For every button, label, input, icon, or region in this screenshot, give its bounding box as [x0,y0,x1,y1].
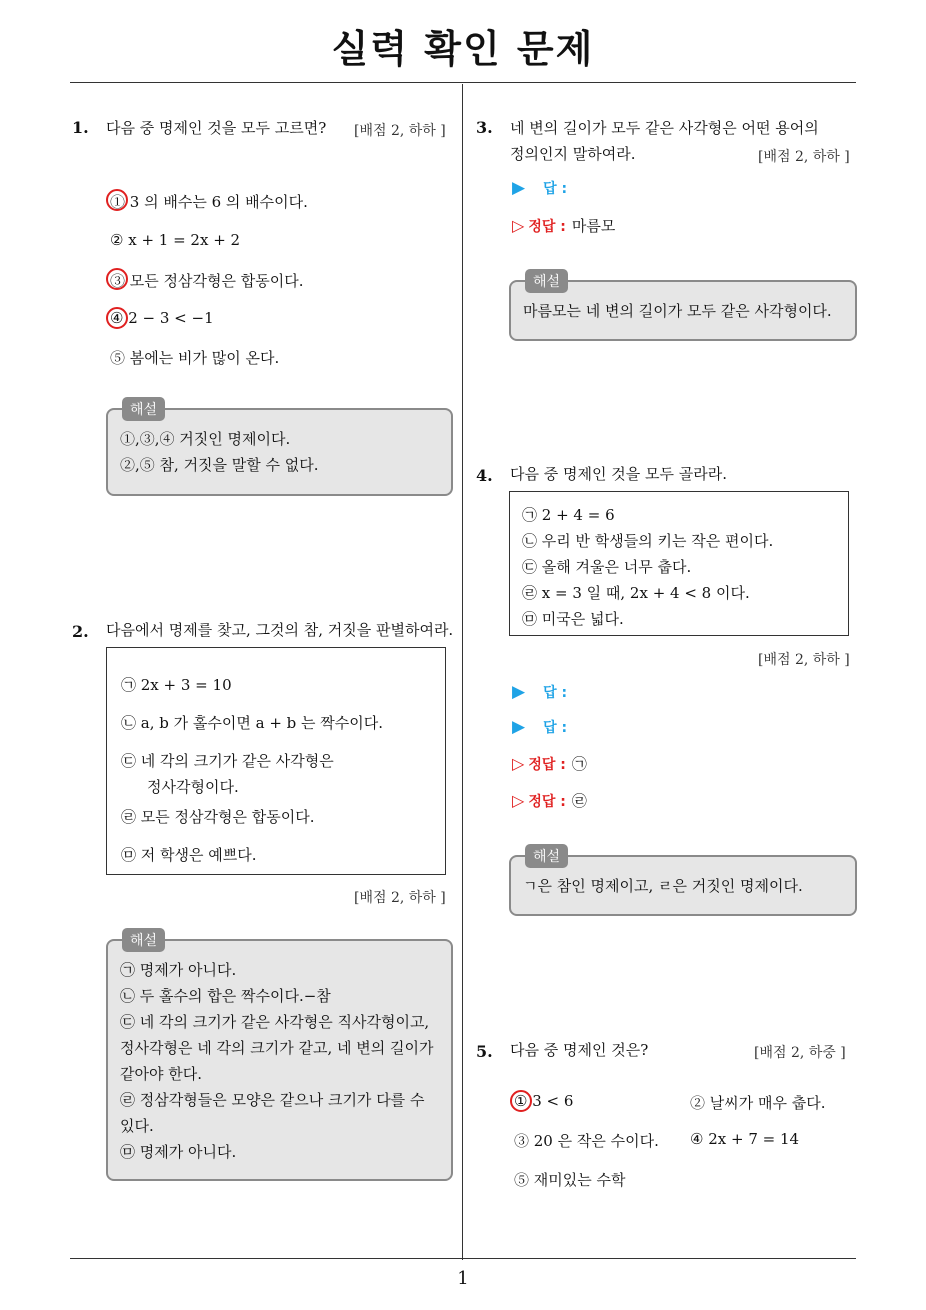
question-number: 4. [476,466,493,485]
play-icon: ▶ [512,178,526,198]
selected-mark [106,189,128,211]
option-5[interactable]: ⑤ 봄에는 비가 많이 온다. [110,349,280,367]
proposition-box [509,491,849,636]
explanation-line: ㉤ 명제가 아니다. [120,1143,237,1161]
option-3[interactable]: ③ 20 은 작은 수이다. [514,1132,659,1150]
proposition-item: ㉠ 2x + 3 = 10 [121,676,232,694]
question-text-line: 네 변의 길이가 모두 같은 사각형은 어떤 용어의 [510,119,819,137]
proposition-item: ㉠ 2 + 4 = 6 [522,506,615,524]
proposition-item: ㉡ a, b 가 홀수이면 a + b 는 짝수이다. [121,714,384,732]
explanation-tag: 해설 [525,269,568,293]
option-1[interactable]: ① 3 < 6 [514,1092,574,1110]
bottom-divider [70,1258,856,1259]
page-number: 1 [457,1268,469,1289]
score-label: [배점 2, 하하 ] [758,149,850,165]
proposition-item: ㉡ 우리 반 학생들의 키는 작은 편이다. [522,532,774,550]
proposition-item: ㉢ 네 각의 크기가 같은 사각형은 [121,752,334,770]
correct-label: 정답 : [528,219,566,235]
explanation-box [509,849,857,916]
outline-triangle-icon: ▷ [512,791,525,810]
explanation-tag: 해설 [122,928,165,952]
question-number: 3. [476,118,493,137]
score-label: [배점 2, 하하 ] [758,652,850,668]
question-number: 5. [476,1042,493,1061]
correct-answer-row [512,790,587,811]
explanation-line: ㉣ 정삼각형들은 모양은 같으나 크기가 다를 수 [120,1091,425,1109]
correct-answer-row [512,753,587,774]
explanation-line: ㉢ 네 각의 크기가 같은 사각형은 직사각형이고, [120,1013,430,1031]
explanation-tag: 해설 [525,844,568,868]
explanation-line: 있다. [120,1117,154,1135]
answer-row[interactable] [512,682,567,702]
explanation-line: ㉠ 명제가 아니다. [120,961,237,979]
explanation-line: ㉡ 두 홀수의 합은 짝수이다.−참 [120,987,331,1005]
question-text-line: 정의인지 말하여라. [510,145,636,163]
proposition-item: ㉢ 올해 겨울은 너무 춥다. [522,558,692,576]
play-icon: ▶ [512,717,526,737]
score-label: [배점 2, 하중 ] [754,1045,846,1061]
correct-label: 정답 : [528,757,566,773]
correct-value: 마름모 [571,217,616,235]
question-text: 다음 중 명제인 것은? [510,1041,649,1059]
column-divider [462,84,463,1260]
page-title: 실력 확인 문제 [331,27,595,71]
explanation-box [106,933,453,1181]
correct-answer-row [512,215,615,236]
question-text: 다음 중 명제인 것을 모두 고르면? [106,119,327,137]
outline-triangle-icon: ▷ [512,754,525,773]
explanation-box [106,402,453,496]
option-3[interactable]: ③ 모든 정삼각형은 합동이다. [110,272,304,290]
explanation-line: ②,⑤ 참, 거짓을 말할 수 없다. [120,456,319,474]
explanation-line: 같아야 한다. [120,1065,202,1083]
proposition-item-cont: 정사각형이다. [147,778,239,796]
answer-label: 답 : [543,181,568,197]
question-text: 다음에서 명제를 찾고, 그것의 참, 거짓을 판별하여라. [106,621,454,639]
correct-value: ㉣ [571,792,587,810]
proposition-item: ㉤ 저 학생은 예쁘다. [121,846,257,864]
option-2[interactable]: ② 날씨가 매우 춥다. [690,1094,826,1112]
outline-triangle-icon: ▷ [512,216,525,235]
proposition-box [106,647,446,875]
correct-label: 정답 : [528,794,566,810]
answer-row[interactable] [512,717,567,737]
option-1[interactable]: ① 3 의 배수는 6 의 배수이다. [110,193,308,211]
explanation-line: 마름모는 네 변의 길이가 모두 같은 사각형이다. [523,302,832,320]
proposition-item: ㉣ 모든 정삼각형은 합동이다. [121,808,315,826]
answer-label: 답 : [543,685,568,701]
selected-mark [106,307,128,329]
option-4[interactable]: ④ 2x + 7 = 14 [690,1130,800,1148]
selected-mark [510,1090,532,1112]
answer-label: 답 : [543,720,568,736]
proposition-item: ㉤ 미국은 넓다. [522,610,624,628]
correct-value: ㉠ [571,755,587,773]
explanation-tag: 해설 [122,397,165,421]
top-divider [70,82,856,83]
explanation-line: ①,③,④ 거짓인 명제이다. [120,430,291,448]
proposition-item: ㉣ x = 3 일 때, 2x + 4 < 8 이다. [522,584,750,602]
question-number: 2. [72,622,89,641]
explanation-line: ㄱ은 참인 명제이고, ㄹ은 거짓인 명제이다. [523,877,803,895]
option-4[interactable]: ④ 2 − 3 < −1 [110,309,214,327]
play-icon: ▶ [512,682,526,702]
selected-mark [106,268,128,290]
option-2[interactable]: ② x + 1 = 2x + 2 [110,231,241,249]
explanation-box [509,274,857,341]
score-label: [배점 2, 하하 ] [354,890,446,906]
explanation-line: 정사각형은 네 각의 크기가 같고, 네 변의 길이가 [120,1039,434,1057]
answer-row[interactable] [512,178,567,198]
question-text: 다음 중 명제인 것을 모두 골라라. [510,465,727,483]
option-5[interactable]: ⑤ 재미있는 수학 [514,1171,626,1189]
question-number: 1. [72,118,89,137]
score-label: [배점 2, 하하 ] [354,123,446,139]
